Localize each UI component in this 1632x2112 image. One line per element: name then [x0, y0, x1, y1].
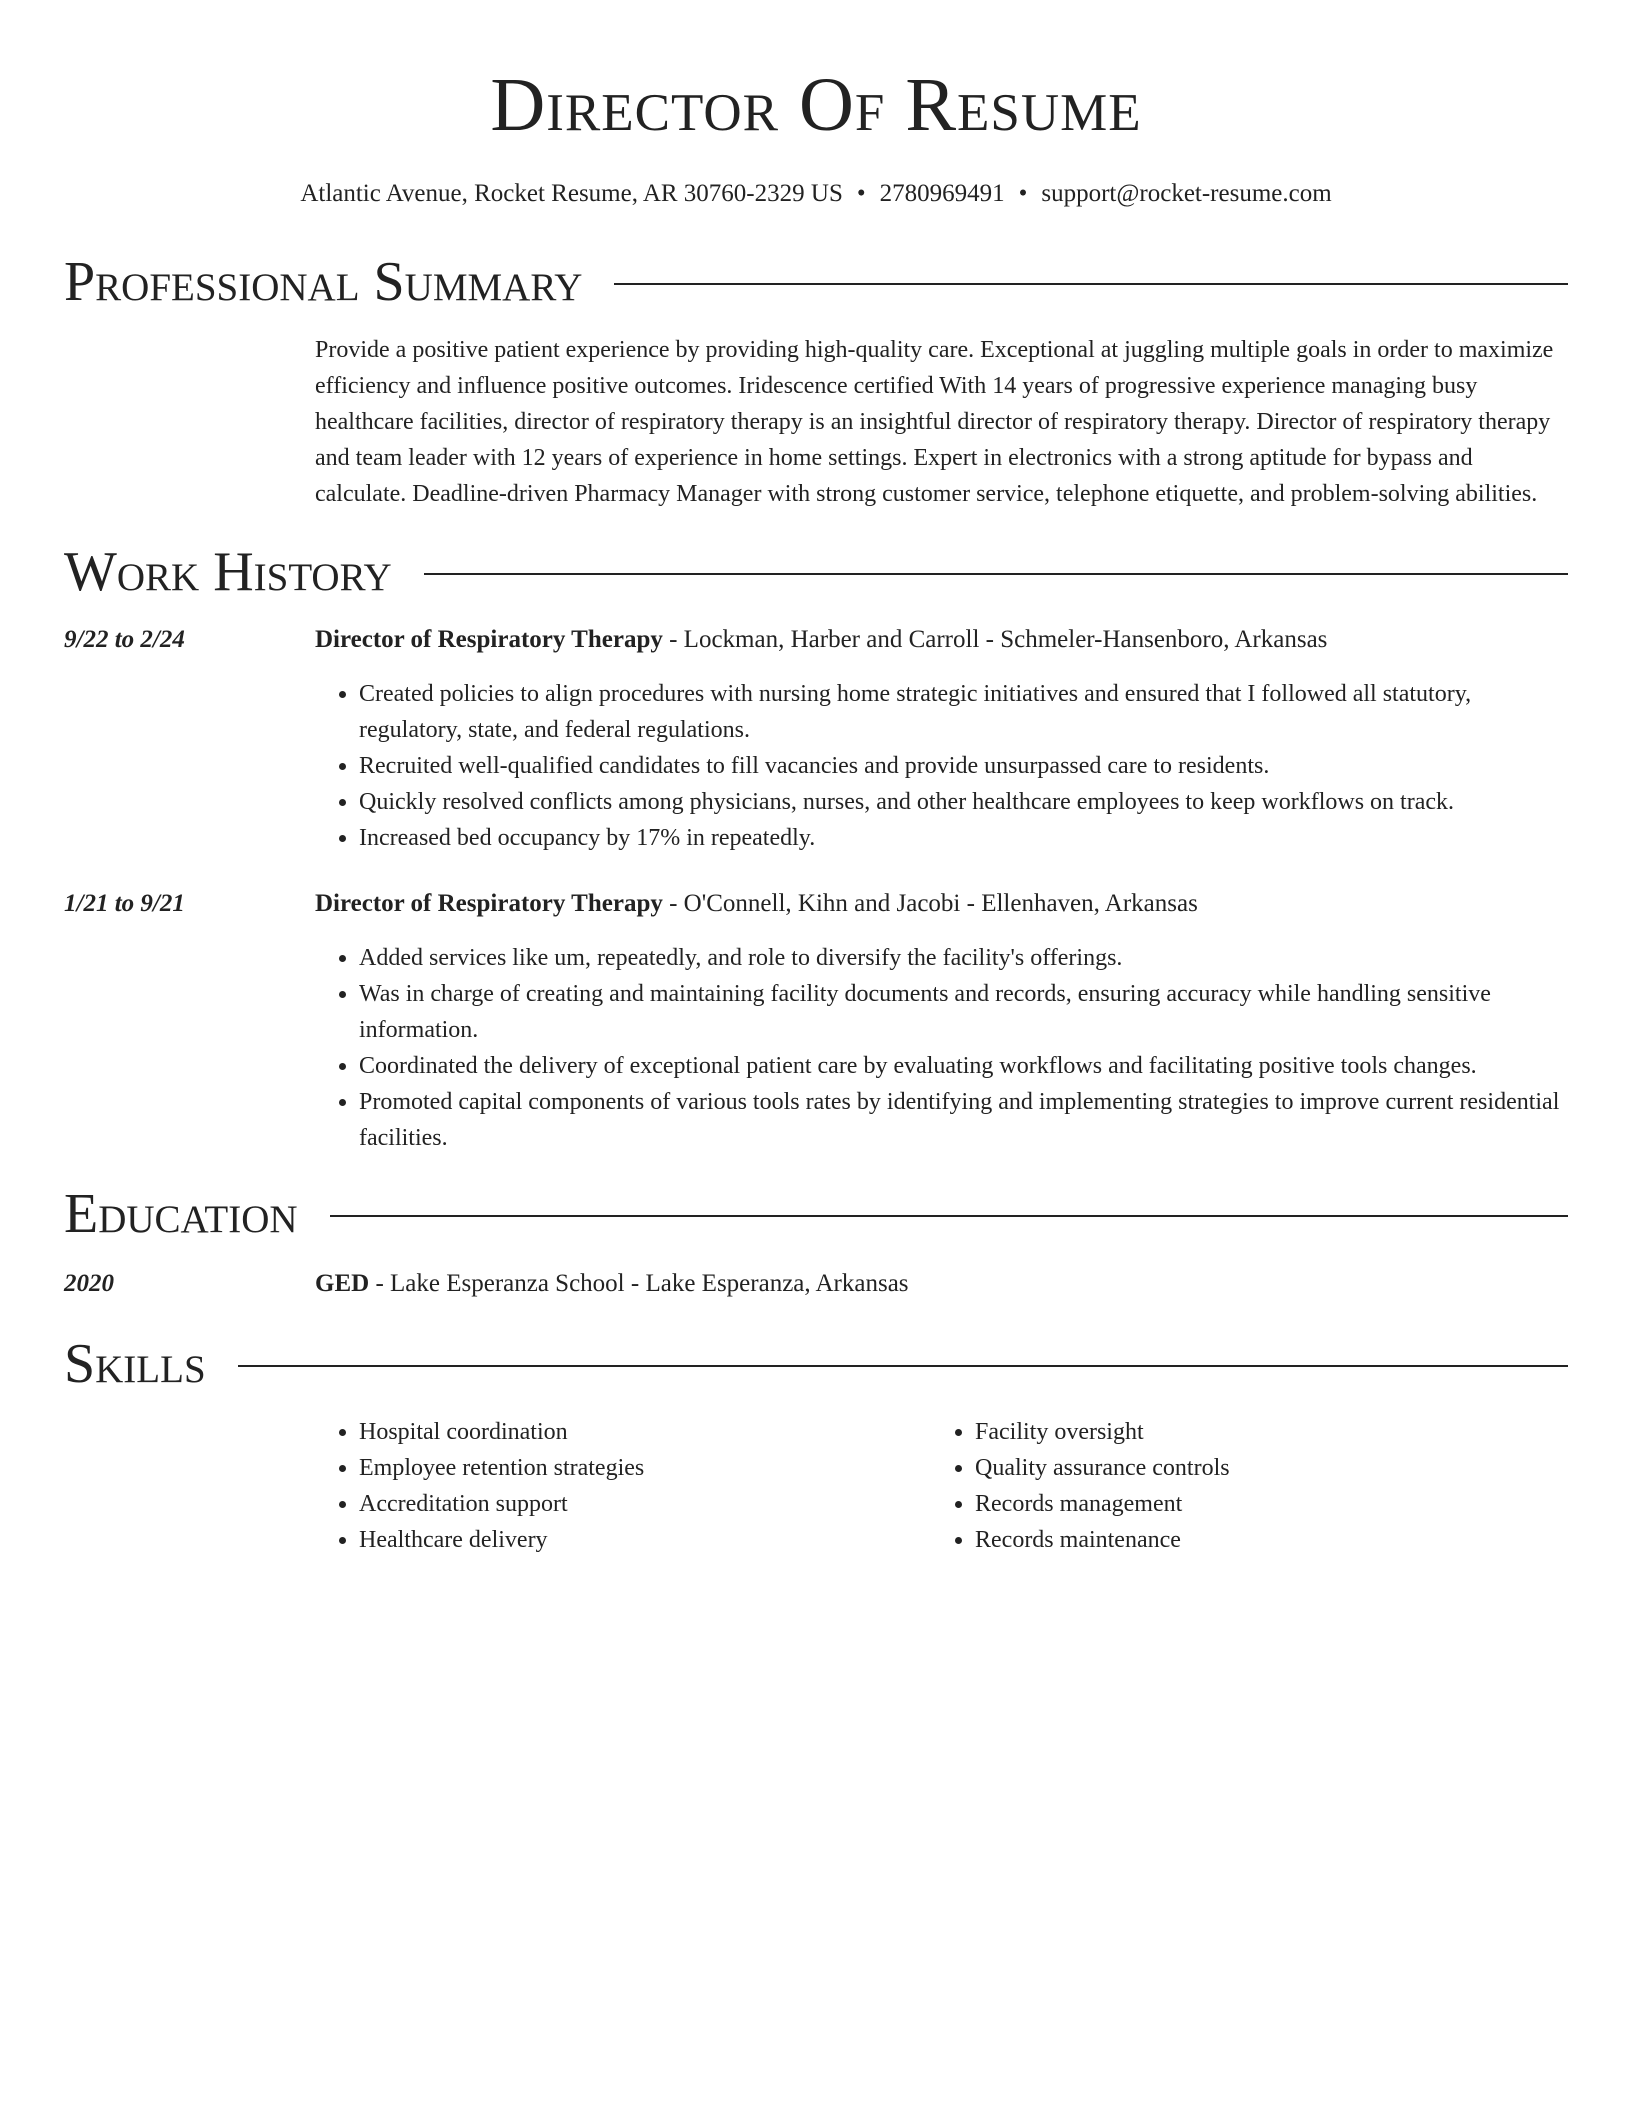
job-bullets-container [315, 922, 1568, 1156]
skill-item: • Facility oversight [975, 1414, 1547, 1450]
education-row [64, 1266, 1568, 1302]
job-company: - Lockman, Harber and Carroll - Schmeler-Hansenboro, Arkansas [662, 626, 1328, 653]
summary-row [64, 332, 1568, 512]
contact-line [64, 178, 1568, 210]
skill-item: • Hospital coordination [359, 1414, 931, 1450]
job-entry [64, 886, 1568, 1156]
job-header-row [64, 886, 1568, 922]
job-role: Director of Respiratory Therapy [315, 626, 663, 653]
job-role: Director of Respiratory Therapy [315, 890, 663, 917]
skill-item: • Healthcare delivery [359, 1522, 931, 1558]
job-bullets-row [64, 658, 1568, 856]
job-title-line [315, 886, 1568, 922]
job-bullet: • Quickly resolved conflicts among physicians, nurses, and other healthcare employees to keep workflows on track. [359, 784, 1568, 820]
job-bullet: • Coordinated the delivery of exceptional patient care by evaluating workflows and facilitating positive tools changes. [359, 1048, 1568, 1084]
skill-item: • Records management [975, 1486, 1547, 1522]
summary-section-title: Professional Summary [64, 251, 583, 313]
skills-list-right [931, 1414, 1547, 1558]
job-dates: 1/21 to 9/21 [64, 890, 185, 917]
job-bullet: • Was in charge of creating and maintaining facility documents and records, ensuring accuracy while handling sensitive information. [359, 976, 1568, 1048]
skills-row [64, 1414, 1568, 1558]
skills-list-left [315, 1414, 931, 1558]
skill-item: • Records maintenance [975, 1522, 1547, 1558]
skill-item: • Accreditation support [359, 1486, 931, 1522]
job-bullet-list [315, 940, 1568, 1156]
section-divider [238, 1365, 1568, 1367]
job-bullet: • Recruited well-qualified candidates to fill vacancies and provide unsurpassed care to residents. [359, 748, 1568, 784]
job-left-spacer [64, 922, 315, 1156]
job-entry [64, 622, 1568, 856]
skills-grid [315, 1414, 1568, 1558]
job-header-row [64, 622, 1568, 658]
education-section-header [64, 1182, 1568, 1246]
skill-item: • Employee retention strategies [359, 1450, 931, 1486]
summary-left-spacer [64, 332, 315, 512]
job-bullet-list [315, 676, 1568, 856]
job-title-line [315, 622, 1568, 658]
skills-section-header [64, 1332, 1568, 1396]
work-section-title: Work History [64, 541, 392, 603]
job-bullet: • Promoted capital components of various tools rates by identifying and implementing strategies to improve current residential facilities. [359, 1084, 1568, 1156]
job-bullets-row [64, 922, 1568, 1156]
job-dates: 9/22 to 2/24 [64, 626, 185, 653]
contact-address: Atlantic Avenue, Rocket Resume, AR 30760-2329 US [300, 180, 843, 207]
summary-text: Provide a positive patient experience by providing high-quality care. Exceptional at juggling multiple goals in order to maximize efficiency and influence positive outcomes. Iridescence certified With 14 years of progressive experience managing busy healthcare facilities, director of respiratory therapy is an insightful director of respiratory therapy. Director of respiratory therapy and team leader with 12 years of experience in home settings. Expert in electronics with a strong aptitude for bypass and calculate. Deadline-driven Pharmacy Manager with strong customer service, telephone etiquette, and problem-solving abilities. [315, 337, 1554, 507]
section-divider [424, 573, 1568, 575]
contact-phone: 2780969491 [879, 180, 1005, 207]
job-bullet: • Created policies to align procedures with nursing home strategic initiatives and ensured that I followed all statutory, regulatory, state, and federal regulations. [359, 676, 1568, 748]
skills-section-title: Skills [64, 1333, 206, 1395]
resume-name: Director Of Resume [490, 63, 1142, 147]
education-year: 2020 [64, 1270, 114, 1297]
work-section-header [64, 540, 1568, 604]
summary-section-header [64, 250, 1568, 314]
contact-email: support@rocket-resume.com [1041, 180, 1332, 207]
skills-left-spacer [64, 1414, 315, 1558]
job-company: - O'Connell, Kihn and Jacobi - Ellenhaven, Arkansas [662, 890, 1198, 917]
education-school: - Lake Esperanza School - Lake Esperanza, Arkansas [369, 1270, 909, 1297]
job-left-spacer [64, 658, 315, 856]
job-bullet: • Increased bed occupancy by 17% in repeatedly. [359, 820, 1568, 856]
section-divider [614, 283, 1568, 285]
skill-item: • Quality assurance controls [975, 1450, 1547, 1486]
education-degree: GED [315, 1270, 370, 1297]
section-divider [330, 1215, 1568, 1217]
contact-separator: • [856, 180, 866, 207]
education-line [315, 1266, 1568, 1302]
contact-separator: • [1018, 180, 1028, 207]
job-bullet: • Added services like um, repeatedly, and role to diversify the facility's offerings. [359, 940, 1568, 976]
education-section-title: Education [64, 1183, 298, 1245]
job-bullets-container [315, 658, 1568, 856]
